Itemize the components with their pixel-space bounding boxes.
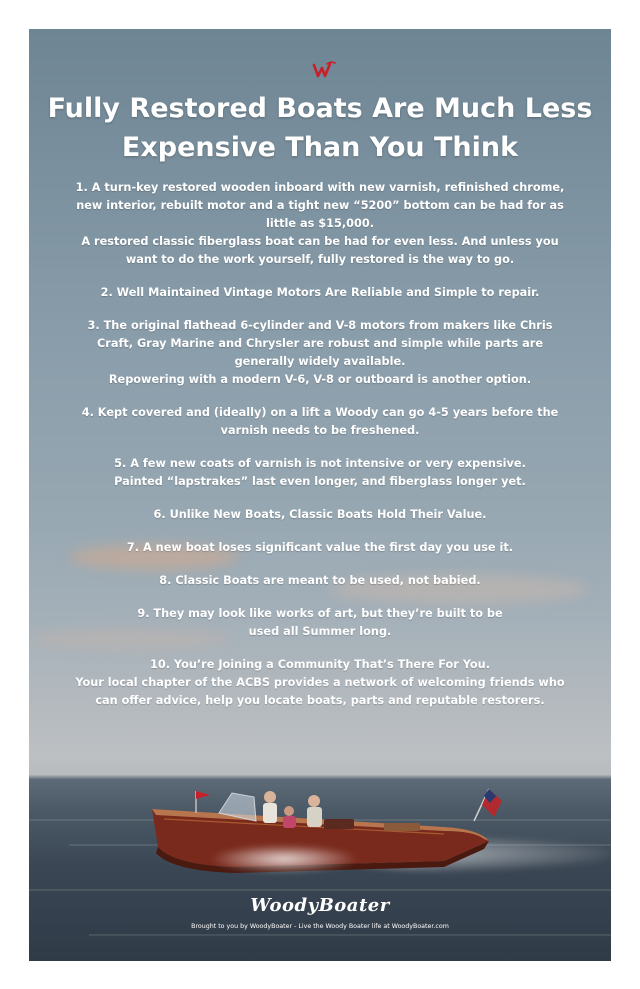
- wave: [29, 889, 611, 891]
- woodyboater-w-logo-icon: [312, 60, 336, 80]
- brand-logo: WoodyBoater: [250, 895, 390, 916]
- bow-spray: [209, 844, 359, 874]
- list-item: A restored classic fiberglass boat can be had for even less. And unless you want to do the work yourself, fully restored is the way to go.: [81, 235, 559, 266]
- list-item: 2. Well Maintained Vintage Motors Are Reliable and Simple to repair.: [100, 286, 540, 299]
- list-item: 1. A turn-key restored wooden inboard with new varnish, refinished chrome, new interior, rebuilt motor and a tight new “5200” bottom can be had for as little as $15,000.: [75, 181, 565, 230]
- list-item: 7. A new boat loses significant value the first day you use it.: [126, 541, 514, 554]
- list-item: 10. You’re Joining a Community That’s There For You.: [149, 658, 491, 671]
- list-item: Repowering with a modern V-6, V-8 or outboard is another option.: [108, 373, 532, 386]
- list-item: 5. A few new coats of varnish is not intensive or very expensive.: [114, 457, 526, 470]
- list-item: 4. Kept covered and (ideally) on a lift a Woody can go 4-5 years before the varnish needs to be freshened.: [81, 406, 559, 437]
- wave: [89, 934, 611, 936]
- tagline: Brought to you by WoodyBoater - Live the Woody Boater life at WoodyBoater.com: [191, 923, 449, 930]
- benefits-list: [69, 179, 571, 710]
- list-item: 3. The original flathead 6-cylinder and V-8 motors from makers like Chris Craft, Gray Marine and Chrysler are robust and simple while parts are generally widely available.: [87, 319, 553, 368]
- list-item: 6. Unlike New Boats, Classic Boats Hold Their Value.: [153, 508, 487, 521]
- poster: [29, 29, 611, 961]
- poster-title: Fully Restored Boats Are Much Less Expensive Than You Think: [47, 93, 593, 163]
- list-item: Painted “lapstrakes” last even longer, and fiberglass longer yet.: [114, 475, 526, 488]
- list-item: 9. They may look like works of art, but they’re built to be used all Summer long.: [137, 607, 503, 638]
- list-item: 8. Classic Boats are meant to be used, not babied.: [159, 574, 481, 587]
- list-item: Your local chapter of the ACBS provides a network of welcoming friends who can offer advice, help you locate boats, parts and reputable restorers.: [75, 676, 565, 707]
